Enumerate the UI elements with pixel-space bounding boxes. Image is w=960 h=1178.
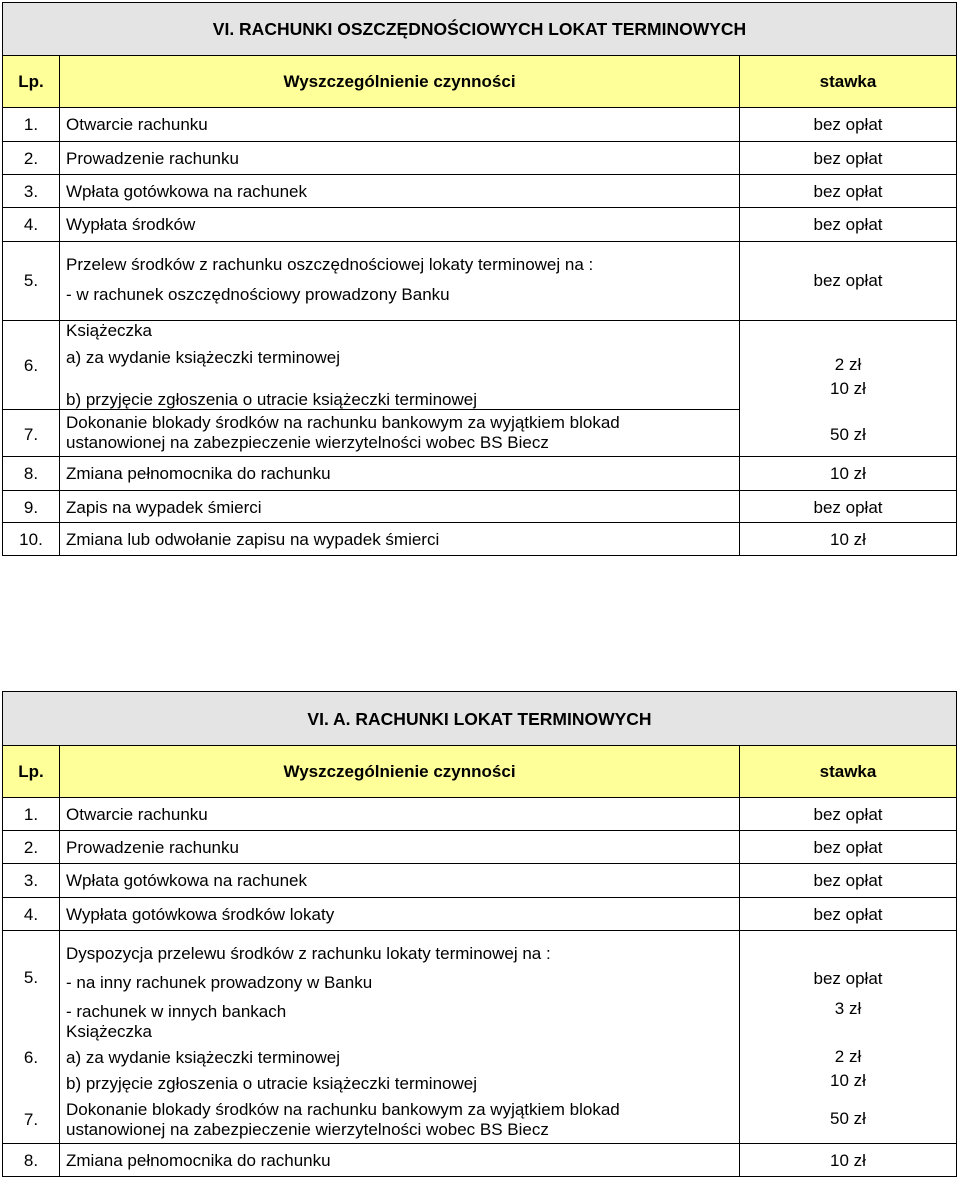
- term-deposit-fee-table: [2, 691, 957, 1177]
- row-description-line: Książeczka: [66, 321, 152, 340]
- row-number: 2.: [23, 838, 39, 857]
- table-row: [3, 207, 956, 242]
- row-rate: bez opłat: [813, 149, 883, 168]
- row-description-line: Dokonanie blokady środków na rachunku bankowym za wyjątkiem blokad: [66, 413, 620, 432]
- row-description-line: - w rachunek oszczędnościowy prowadzony Banku: [66, 285, 450, 304]
- row-rate: bez opłat: [813, 969, 883, 988]
- row-description-line: Książeczka: [66, 1022, 152, 1041]
- row-rate: bez opłat: [813, 115, 883, 134]
- table-row: [3, 830, 956, 864]
- savings-deposit-fee-table: [2, 2, 957, 556]
- row-number: 8.: [23, 464, 39, 483]
- row-rate: 10 zł: [830, 530, 866, 549]
- row-description: Zmiana pełnomocnika do rachunku: [66, 1151, 331, 1170]
- table-row: [3, 174, 956, 208]
- row-number: 7.: [23, 1110, 39, 1129]
- row-number: 10.: [19, 530, 43, 549]
- row-number: 6.: [23, 1048, 39, 1067]
- row-description-line: a) za wydanie książeczki terminowej: [66, 1048, 340, 1067]
- row-rate: bez opłat: [813, 498, 883, 517]
- row-number: 3.: [23, 871, 39, 890]
- row-rate: bez opłat: [813, 905, 883, 924]
- header-description: Wyszczególnienie czynności: [283, 72, 516, 91]
- table-row-group: [3, 320, 956, 457]
- row-number: 6.: [23, 356, 39, 375]
- row-description: Wpłata gotówkowa na rachunek: [66, 182, 307, 201]
- row-number: 1.: [23, 805, 39, 824]
- row-rate: bez opłat: [813, 271, 883, 290]
- table-row: [3, 241, 956, 321]
- row-description: Otwarcie rachunku: [66, 115, 208, 134]
- row-description-line: a) za wydanie książeczki terminowej: [66, 348, 340, 367]
- row-number: 7.: [23, 425, 39, 444]
- row-description: Zmiana pełnomocnika do rachunku: [66, 464, 331, 483]
- row-description-line: b) przyjęcie zgłoszenia o utracie książeczki terminowej: [66, 390, 477, 409]
- row-rate: 10 zł: [830, 1071, 866, 1090]
- table-row: [3, 863, 956, 898]
- row-number: 5.: [23, 968, 39, 987]
- row-number: 1.: [23, 115, 39, 134]
- header-lp: Lp.: [18, 762, 44, 781]
- table-row: [3, 522, 956, 555]
- row-number: 2.: [23, 149, 39, 168]
- row-description-line: Przelew środków z rachunku oszczędnościowej lokaty terminowej na :: [66, 255, 594, 274]
- table-title-row: [3, 3, 956, 55]
- row-number: 8.: [23, 1151, 39, 1170]
- table-row: [3, 897, 956, 931]
- table-row-group: [3, 930, 956, 1144]
- table-title: VI. A. RACHUNKI LOKAT TERMINOWYCH: [307, 709, 652, 729]
- row-description-line: - rachunek w innych bankach: [66, 1002, 287, 1021]
- table-row: [3, 456, 956, 491]
- row-description: Wypłata środków: [66, 215, 196, 234]
- row-rate: 2 zł: [834, 355, 862, 374]
- row-rate: bez opłat: [813, 182, 883, 201]
- row-description: Prowadzenie rachunku: [66, 838, 239, 857]
- table-title: VI. RACHUNKI OSZCZĘDNOŚCIOWYCH LOKAT TERMINOWYCH: [212, 19, 747, 39]
- row-description: Prowadzenie rachunku: [66, 149, 239, 168]
- row-description-line: Dokonanie blokady środków na rachunku bankowym za wyjątkiem blokad: [66, 1100, 620, 1119]
- row-description-line: Dyspozycja przelewu środków z rachunku lokaty terminowej na :: [66, 944, 551, 963]
- table-header-row: [3, 745, 956, 798]
- row-rate: 3 zł: [834, 999, 862, 1018]
- row-rate: bez opłat: [813, 871, 883, 890]
- row-description: Wypłata gotówkowa środków lokaty: [66, 905, 335, 924]
- row-rate: 10 zł: [830, 1151, 866, 1170]
- row-description: Wpłata gotówkowa na rachunek: [66, 871, 307, 890]
- row-number: 9.: [23, 498, 39, 517]
- header-description: Wyszczególnienie czynności: [283, 762, 516, 781]
- row-description-line: ustanowionej na zabezpieczenie wierzytelności wobec BS Biecz: [66, 1120, 549, 1139]
- row-rate: 50 zł: [830, 425, 866, 444]
- table-row: [3, 141, 956, 175]
- row-description: Zapis na wypadek śmierci: [66, 498, 262, 517]
- table-title-row: [3, 692, 956, 745]
- row-rate: 10 zł: [830, 464, 866, 483]
- table-row: [3, 1143, 956, 1176]
- table-header-row: [3, 55, 956, 108]
- row-number: 5.: [23, 271, 39, 290]
- table-row: [3, 797, 956, 831]
- row-rate: bez opłat: [813, 838, 883, 857]
- header-lp: Lp.: [18, 72, 44, 91]
- table-row: [3, 107, 956, 142]
- row-description: Zmiana lub odwołanie zapisu na wypadek śmierci: [66, 530, 440, 549]
- table-row: [3, 490, 956, 523]
- row-number: 4.: [23, 905, 39, 924]
- row-number: 4.: [23, 215, 39, 234]
- row-description-line: ustanowionej na zabezpieczenie wierzytelności wobec BS Biecz: [66, 433, 549, 452]
- row-number: 3.: [23, 182, 39, 201]
- row-rate: bez opłat: [813, 215, 883, 234]
- header-rate: stawka: [819, 762, 877, 781]
- row-description-line: - na inny rachunek prowadzony w Banku: [66, 973, 373, 992]
- row-rate: 2 zł: [834, 1047, 862, 1066]
- row-description: Otwarcie rachunku: [66, 805, 208, 824]
- header-rate: stawka: [819, 72, 877, 91]
- row-description-line: b) przyjęcie zgłoszenia o utracie książeczki terminowej: [66, 1074, 477, 1093]
- row-rate: bez opłat: [813, 805, 883, 824]
- row-rate: 50 zł: [830, 1109, 866, 1128]
- row-rate: 10 zł: [830, 379, 866, 398]
